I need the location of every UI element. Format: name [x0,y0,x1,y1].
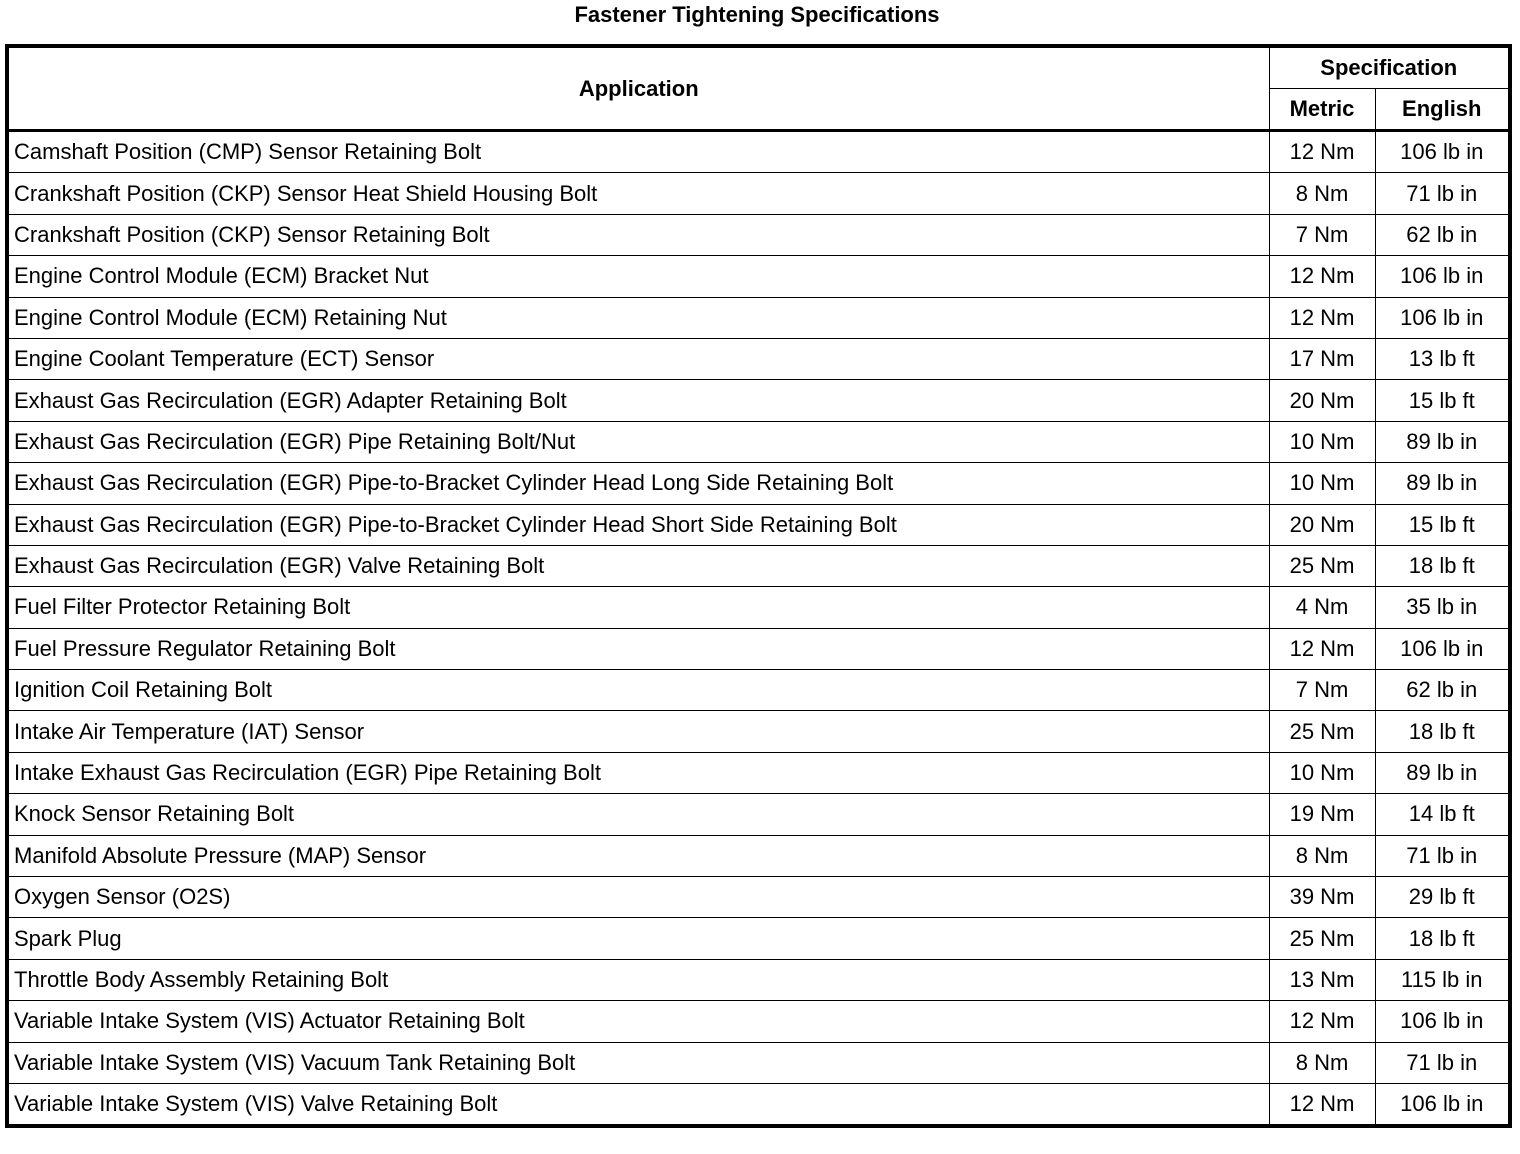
table-header [7,46,1510,131]
metric-cell: 12 Nm [1269,131,1375,173]
english-cell: 14 lb ft [1375,794,1510,835]
table-row [7,877,1510,918]
table-row [7,214,1510,255]
application-cell: Fuel Pressure Regulator Retaining Bolt [7,628,1269,669]
table-row [7,380,1510,421]
application-cell: Variable Intake System (VIS) Actuator Retaining Bolt [7,1001,1269,1042]
metric-cell: 39 Nm [1269,877,1375,918]
table-body [7,131,1510,1127]
metric-cell: 7 Nm [1269,214,1375,255]
metric-cell: 12 Nm [1269,256,1375,297]
english-cell: 18 lb ft [1375,918,1510,959]
table-row [7,1001,1510,1042]
table-row [7,338,1510,379]
header-specification: Specification [1269,46,1510,89]
metric-cell: 12 Nm [1269,1001,1375,1042]
metric-cell: 8 Nm [1269,1042,1375,1083]
english-cell: 15 lb ft [1375,380,1510,421]
metric-cell: 8 Nm [1269,173,1375,214]
table-row [7,421,1510,462]
table-row [7,297,1510,338]
header-application: Application [7,46,1269,131]
table-row [7,752,1510,793]
table-row [7,587,1510,628]
table-row [7,131,1510,173]
application-cell: Intake Air Temperature (IAT) Sensor [7,711,1269,752]
table-row [7,670,1510,711]
metric-cell: 4 Nm [1269,587,1375,628]
fastener-spec-table [5,44,1512,1128]
table-row [7,173,1510,214]
application-cell: Exhaust Gas Recirculation (EGR) Valve Retaining Bolt [7,545,1269,586]
english-cell: 62 lb in [1375,670,1510,711]
metric-cell: 20 Nm [1269,504,1375,545]
english-cell: 89 lb in [1375,421,1510,462]
application-cell: Engine Coolant Temperature (ECT) Sensor [7,338,1269,379]
english-cell: 89 lb in [1375,463,1510,504]
application-cell: Spark Plug [7,918,1269,959]
english-cell: 71 lb in [1375,1042,1510,1083]
application-cell: Exhaust Gas Recirculation (EGR) Pipe Retaining Bolt/Nut [7,421,1269,462]
table-row [7,959,1510,1000]
metric-cell: 8 Nm [1269,835,1375,876]
table-row [7,504,1510,545]
application-cell: Variable Intake System (VIS) Valve Retaining Bolt [7,1083,1269,1126]
english-cell: 106 lb in [1375,1083,1510,1126]
english-cell: 18 lb ft [1375,711,1510,752]
english-cell: 106 lb in [1375,628,1510,669]
application-cell: Exhaust Gas Recirculation (EGR) Pipe-to-Bracket Cylinder Head Short Side Retaining Bolt [7,504,1269,545]
application-cell: Camshaft Position (CMP) Sensor Retaining Bolt [7,131,1269,173]
application-cell: Crankshaft Position (CKP) Sensor Retaining Bolt [7,214,1269,255]
english-cell: 106 lb in [1375,1001,1510,1042]
english-cell: 35 lb in [1375,587,1510,628]
english-cell: 15 lb ft [1375,504,1510,545]
application-cell: Manifold Absolute Pressure (MAP) Sensor [7,835,1269,876]
english-cell: 106 lb in [1375,297,1510,338]
table-row [7,711,1510,752]
metric-cell: 12 Nm [1269,1083,1375,1126]
metric-cell: 13 Nm [1269,959,1375,1000]
metric-cell: 10 Nm [1269,463,1375,504]
metric-cell: 7 Nm [1269,670,1375,711]
metric-cell: 25 Nm [1269,918,1375,959]
table-row [7,794,1510,835]
metric-cell: 10 Nm [1269,421,1375,462]
english-cell: 106 lb in [1375,256,1510,297]
header-metric: Metric [1269,89,1375,131]
application-cell: Variable Intake System (VIS) Vacuum Tank Retaining Bolt [7,1042,1269,1083]
application-cell: Knock Sensor Retaining Bolt [7,794,1269,835]
metric-cell: 25 Nm [1269,711,1375,752]
english-cell: 106 lb in [1375,131,1510,173]
metric-cell: 20 Nm [1269,380,1375,421]
english-cell: 89 lb in [1375,752,1510,793]
english-cell: 71 lb in [1375,835,1510,876]
table-row [7,1042,1510,1083]
english-cell: 71 lb in [1375,173,1510,214]
english-cell: 62 lb in [1375,214,1510,255]
application-cell: Engine Control Module (ECM) Bracket Nut [7,256,1269,297]
english-cell: 29 lb ft [1375,877,1510,918]
application-cell: Exhaust Gas Recirculation (EGR) Pipe-to-Bracket Cylinder Head Long Side Retaining Bolt [7,463,1269,504]
metric-cell: 10 Nm [1269,752,1375,793]
table-row [7,463,1510,504]
metric-cell: 19 Nm [1269,794,1375,835]
application-cell: Exhaust Gas Recirculation (EGR) Adapter Retaining Bolt [7,380,1269,421]
application-cell: Engine Control Module (ECM) Retaining Nut [7,297,1269,338]
table-row [7,628,1510,669]
english-cell: 18 lb ft [1375,545,1510,586]
application-cell: Fuel Filter Protector Retaining Bolt [7,587,1269,628]
table-row [7,835,1510,876]
table-row [7,545,1510,586]
table-row [7,256,1510,297]
application-cell: Oxygen Sensor (O2S) [7,877,1269,918]
english-cell: 115 lb in [1375,959,1510,1000]
metric-cell: 12 Nm [1269,628,1375,669]
table-row [7,918,1510,959]
table-row [7,1083,1510,1126]
metric-cell: 12 Nm [1269,297,1375,338]
application-cell: Crankshaft Position (CKP) Sensor Heat Shield Housing Bolt [7,173,1269,214]
application-cell: Ignition Coil Retaining Bolt [7,670,1269,711]
application-cell: Intake Exhaust Gas Recirculation (EGR) Pipe Retaining Bolt [7,752,1269,793]
application-cell: Throttle Body Assembly Retaining Bolt [7,959,1269,1000]
metric-cell: 25 Nm [1269,545,1375,586]
page-title: Fastener Tightening Specifications [574,2,940,27]
header-english: English [1375,89,1510,131]
metric-cell: 17 Nm [1269,338,1375,379]
english-cell: 13 lb ft [1375,338,1510,379]
